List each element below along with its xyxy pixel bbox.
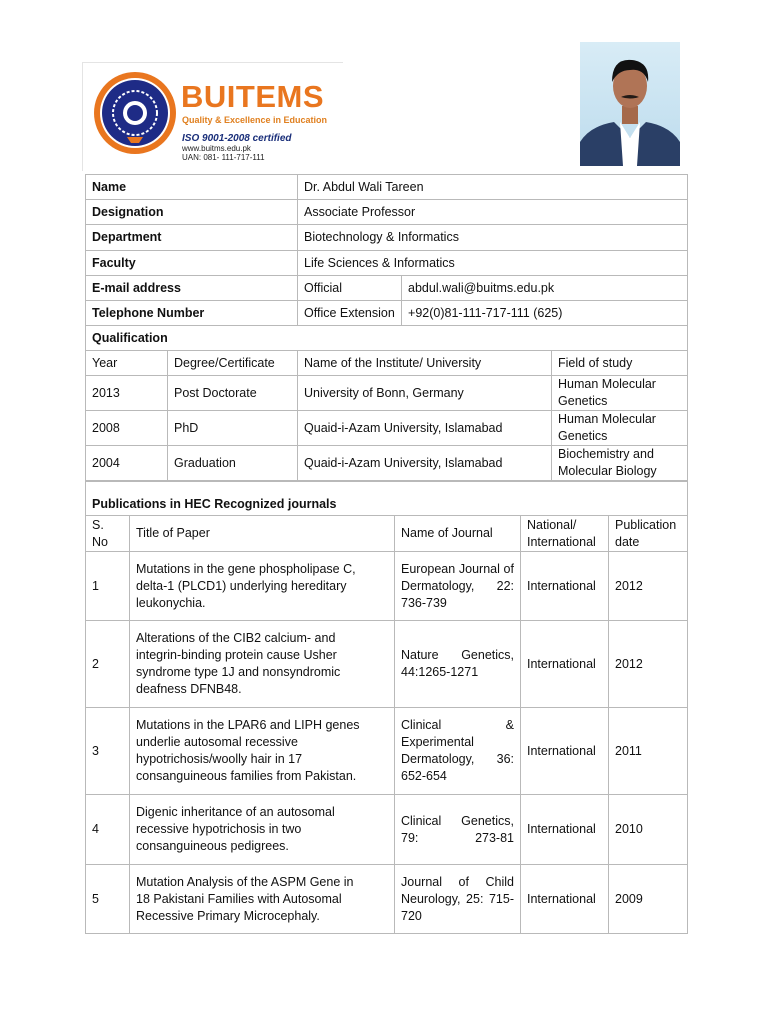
publication-title: Mutations in the LPAR6 and LIPH genes underlie autosomal recessive hypotrichosis/woolly hair in 17 consanguineous families from Pakistan. [130,708,395,795]
qualification-degree: Post Doctorate [168,376,298,411]
qualification-year: 2013 [86,376,168,411]
publication-journal: European Journal of Dermatology, 22: 736-739 [395,552,521,621]
email-type: Official [298,276,402,301]
telephone-type: Office Extension [298,301,402,326]
publication-row [86,708,688,795]
qualification-degree: PhD [168,411,298,446]
publication-scope: International [521,865,609,934]
publication-title: Mutation Analysis of the ASPM Gene in 18 Pakistani Families with Autosomal Recessive Primary Microcephaly. [130,865,395,934]
publication-title: Alterations of the CIB2 calcium- and integrin-binding protein cause Usher syndrome type 1J and nonsyndromic deafness DFNB48. [130,621,395,708]
publications-header-journal: Name of Journal [395,516,521,552]
profile-row-email [86,276,688,301]
publications-header-date: Publication date [609,516,688,552]
publication-title: Digenic inheritance of an autosomal recessive hypotrichosis in two consanguineous pedigrees. [130,795,395,865]
qualification-heading-row [86,326,688,351]
qualification-row [86,411,688,446]
publication-sno: 1 [86,552,130,621]
qualification-institute: University of Bonn, Germany [298,376,552,411]
publication-date: 2010 [609,795,688,865]
publication-row [86,552,688,621]
uan-number: UAN: 081- 111-717-111 [182,153,265,162]
faculty-label: Faculty [86,251,298,276]
publication-scope: International [521,621,609,708]
publication-scope: International [521,795,609,865]
publication-journal: Journal of Child Neurology, 25: 715-720 [395,865,521,934]
profile-row-department [86,225,688,251]
publication-title: Mutations in the gene phospholipase C, delta-1 (PLCD1) underlying hereditary leukonychia. [130,552,395,621]
qualification-row [86,376,688,411]
qualification-row [86,446,688,481]
publication-journal: Nature Genetics, 44:1265-1271 [395,621,521,708]
publications-heading-row [86,482,688,516]
publication-sno: 3 [86,708,130,795]
qualification-institute: Quaid-i-Azam University, Islamabad [298,411,552,446]
name-label: Name [86,175,298,200]
brand-tagline: Quality & Excellence in Education [182,115,328,125]
profile-photo [580,42,680,166]
publications-table [85,481,688,934]
qualification-header-year: Year [86,351,168,376]
designation-value: Associate Professor [298,200,688,225]
qualification-heading: Qualification [86,326,688,351]
person-portrait-icon [580,42,680,166]
telephone-label: Telephone Number [86,301,298,326]
profile-row-name [86,175,688,200]
qualification-field: Human Molecular Genetics [552,411,688,446]
qualification-institute: Quaid-i-Azam University, Islamabad [298,446,552,481]
iso-certification: ISO 9001-2008 certified [182,133,292,144]
publication-sno: 2 [86,621,130,708]
brand-name: BUITEMS [181,79,324,114]
publications-heading: Publications in HEC Recognized journals [86,482,688,516]
email-label: E-mail address [86,276,298,301]
publications-header-title: Title of Paper [130,516,395,552]
qualification-degree: Graduation [168,446,298,481]
publication-journal: Clinical & Experimental Dermatology, 36: 652-654 [395,708,521,795]
publication-date: 2009 [609,865,688,934]
designation-label: Designation [86,200,298,225]
qualification-header-field: Field of study [552,351,688,376]
name-value: Dr. Abdul Wali Tareen [298,175,688,200]
profile-row-telephone [86,301,688,326]
publication-row [86,865,688,934]
publication-sno: 4 [86,795,130,865]
department-value: Biotechnology & Informatics [298,225,688,251]
profile-table [85,174,688,481]
qualification-header-degree: Degree/Certificate [168,351,298,376]
qualification-header-row [86,351,688,376]
publication-date: 2011 [609,708,688,795]
qualification-header-institute: Name of the Institute/ University [298,351,552,376]
publication-scope: International [521,708,609,795]
profile-row-designation [86,200,688,225]
website-text: www.buitms.edu.pk [182,144,251,153]
telephone-value: +92(0)81-111-717-111 (625) [402,301,688,326]
qualification-year: 2004 [86,446,168,481]
publication-sno: 5 [86,865,130,934]
publication-scope: International [521,552,609,621]
university-seal-icon [93,71,177,155]
publications-header-row [86,516,688,552]
publication-row [86,621,688,708]
qualification-field: Human Molecular Genetics [552,376,688,411]
publication-date: 2012 [609,621,688,708]
publications-header-scope: National/ International [521,516,609,552]
qualification-field: Biochemistry and Molecular Biology [552,446,688,481]
publication-row [86,795,688,865]
profile-row-faculty [86,251,688,276]
publications-header-sno: S. No [86,516,130,552]
qualification-year: 2008 [86,411,168,446]
email-value: abdul.wali@buitms.edu.pk [402,276,688,301]
publication-date: 2012 [609,552,688,621]
university-logo-block [82,62,343,171]
department-label: Department [86,225,298,251]
faculty-value: Life Sciences & Informatics [298,251,688,276]
publication-journal: Clinical Genetics, 79: 273-81 [395,795,521,865]
